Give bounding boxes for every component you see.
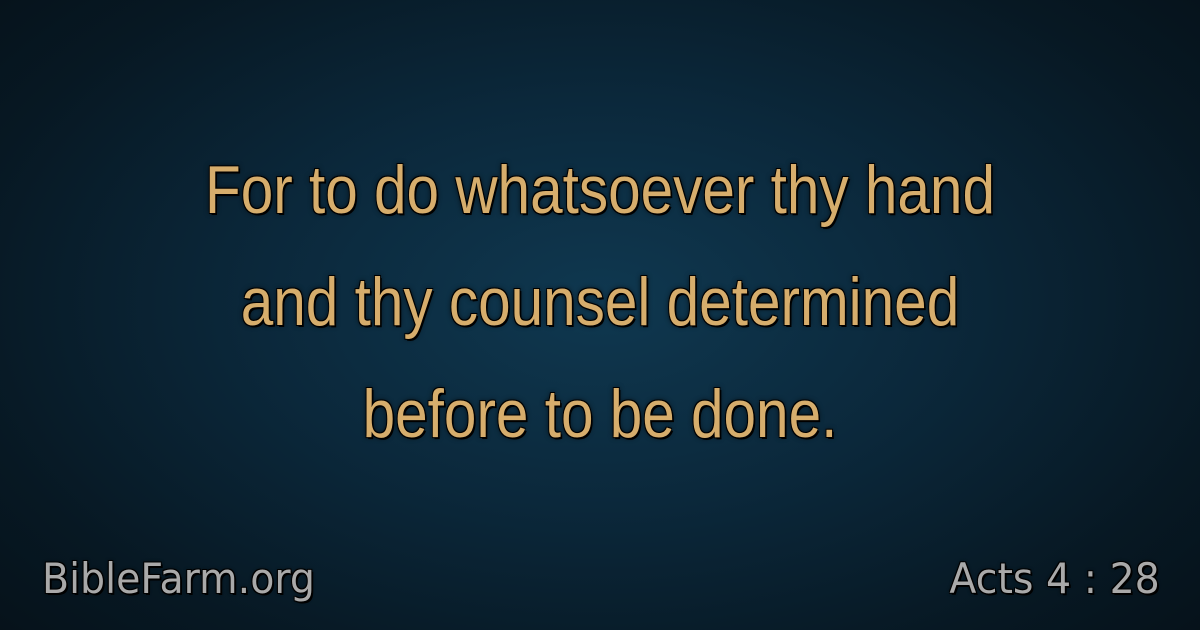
verse-line-2: and thy counsel determined <box>240 264 960 340</box>
site-watermark: BibleFarm.org <box>42 554 315 603</box>
verse-line-1: For to do whatsoever thy hand <box>205 152 995 228</box>
verse-text <box>136 134 1065 470</box>
verse-line-3: before to be done. <box>362 376 838 452</box>
verse-reference: Acts 4 : 28 <box>949 554 1160 603</box>
